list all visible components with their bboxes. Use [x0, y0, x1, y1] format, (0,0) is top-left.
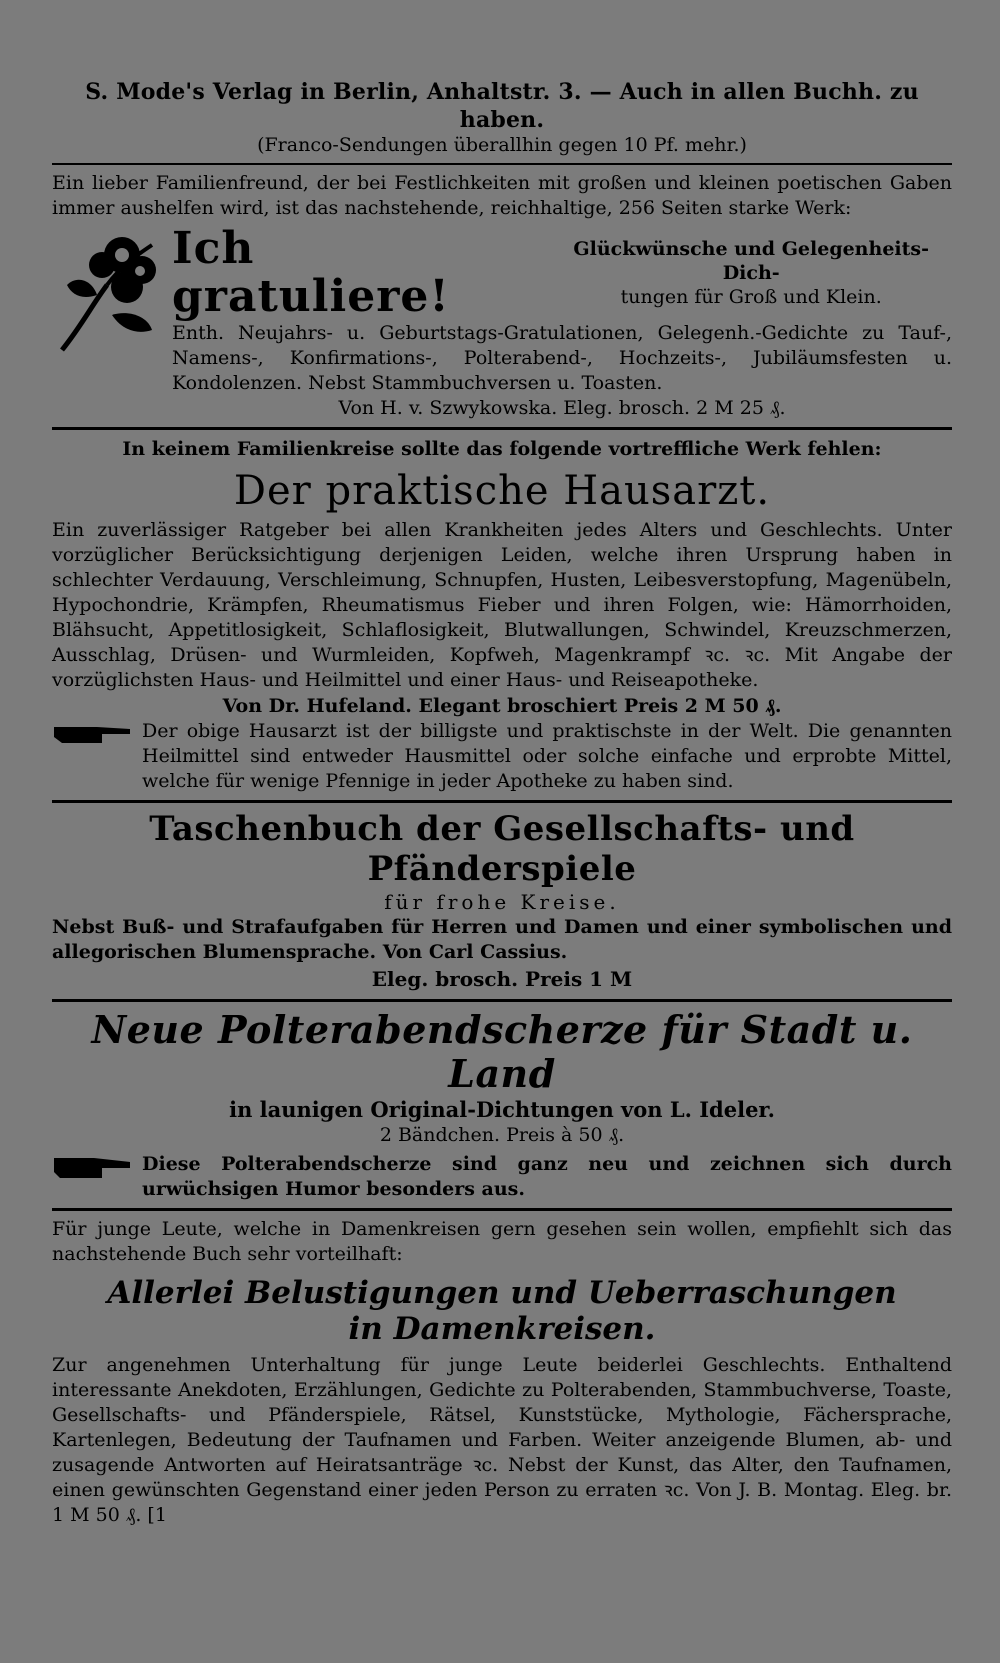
- divider: [52, 800, 952, 803]
- ad2-body: Ein zuverlässiger Ratgeber bei allen Krankheiten jedes Alters und Geschlechts. Unter vorzüglicher Berücksichtigung derjenigen Leiden, welche ihren Ursprung haben in schlechter Verdauung, Verschleimung, Schnupfen, Husten, Leibesverstopfung, Magenübeln, Hypochondrie, Krämpfen, Rheumatismus Fieber und ihren Folgen, wie: Hämorrhoiden, Blähsucht, Appetitlosigkeit, Schlaflosigkeit, Blutwallungen, Schwindel, Kreuzschmerzen, Ausschlag, Drüsen- und Wurmleiden, Kopfweh, Magenkrampf ꝛc. ꝛc. Mit Angabe der vorzüglichsten Haus- und Heilmittel und einer Haus- und Reiseapotheke.: [52, 519, 952, 691]
- divider: [52, 1208, 952, 1211]
- pointing-hand-icon: [52, 1152, 132, 1182]
- divider: [52, 427, 952, 430]
- ad3-price: Eleg. brosch. Preis 1 M: [371, 967, 633, 991]
- ad5-title-a: Allerlei Belustigungen und Ueberraschungen: [107, 1275, 897, 1311]
- ad4-title: Neue Polterabendscherze für Stadt u. Land: [91, 1007, 913, 1096]
- ad1-title: Ich gratuliere!: [172, 223, 450, 322]
- ad1-subtitle-a: Glückwünsche und Gelegenheits-Dich-: [573, 238, 929, 284]
- ad5-body: Zur angenehmen Unterhaltung für junge Leute beiderlei Geschlechts. Enthaltend interessante Anekdoten, Erzählungen, Gedichte zu Polterabenden, Stammbuchverse, Toaste, Gesellschafts- und Pfänderspiele, Rätsel, Kunststücke, Mythologie, Fächersprache, Kartenlegen, Bedeutung der Taufnamen und Farben. Weiter anzeigende Blumen, ab- und zusagende Antworten auf Heiratsanträge ꝛc. Nebst der Kunst, das Alter, den Taufnamen, einen gewünschten Gegenstand einer jeden Person zu erraten ꝛc. Von J. B. Montag. Eleg. br. 1 M 50 ₰. [1: [52, 1354, 952, 1526]
- flower-illustration-icon: [52, 225, 162, 355]
- ad5-intro: Für junge Leute, welche in Damenkreisen gern gesehen sein wollen, empfiehlt sich das nachstehende Buch sehr vorteilhaft:: [52, 1218, 952, 1265]
- ad-hausarzt: [52, 436, 952, 794]
- ad1-byline: Von H. v. Szwykowska. Eleg. brosch. 2 M 25 ₰.: [338, 397, 786, 419]
- pointing-hand-icon: [52, 719, 132, 747]
- ad3-title: Taschenbuch der Gesellschafts- und Pfänderspiele: [149, 809, 855, 889]
- ad4-subtitle: in launigen Original-Dichtungen von L. Ideler.: [229, 1097, 775, 1122]
- divider: [52, 163, 952, 165]
- ad2-title: Der praktische Hausarzt.: [233, 468, 771, 514]
- advertisement-page: [52, 78, 952, 1528]
- ad5-title-b: in Damenkreisen.: [348, 1311, 656, 1347]
- ad2-note: Der obige Hausarzt ist der billigste und praktischste in der Welt. Die genannten Heilmittel sind entweder Hausmittel oder solche einfache und erprobte Mittel, welche für wenige Pfennige in jeder Apotheke zu haben sind.: [142, 720, 952, 792]
- ad-polterabendscherze: [52, 1008, 952, 1202]
- divider: [52, 999, 952, 1002]
- shipping-note: (Franco-Sendungen überallhin gegen 10 Pf. mehr.): [257, 134, 747, 156]
- ad-belustigungen: [52, 1217, 952, 1528]
- ad1-subtitle-b: tungen für Groß und Klein.: [620, 286, 882, 308]
- ad3-subtitle: für frohe Kreise.: [384, 890, 620, 914]
- ad-ich-gratuliere: [52, 171, 952, 421]
- ad2-intro: In keinem Familienkreise sollte das folgende vortreffliche Werk fehlen:: [122, 438, 882, 460]
- ad1-intro: Ein lieber Familienfreund, der bei Festlichkeiten mit großen und kleinen poetischen Gaben immer aushelfen wird, ist das nachstehende, reichhaltige, 256 Seiten starke Werk:: [52, 172, 952, 219]
- ad4-note: Diese Polterabendscherze sind ganz neu und zeichnen sich durch urwüchsigen Humor besonders aus.: [142, 1153, 952, 1200]
- ad1-body: Enth. Neujahrs- u. Geburtstags-Gratulationen, Gelegenh.-Gedichte zu Tauf-, Namens-, Konfirmations-, Polterabend-, Hochzeits-, Jubiläumsfesten u. Kondolenzen. Nebst Stammbuchversen u. Toasten.: [172, 322, 952, 394]
- ad-taschenbuch: [52, 809, 952, 993]
- ad2-byline: Von Dr. Hufeland. Elegant broschiert Preis 2 M 50 ₰.: [222, 695, 782, 717]
- ad4-volumes: 2 Bändchen. Preis à 50 ₰.: [379, 1124, 625, 1146]
- publisher-line: S. Mode's Verlag in Berlin, Anhaltstr. 3. — Auch in allen Buchh. zu haben.: [85, 79, 919, 133]
- ad3-body: Nebst Buß- und Strafaufgaben für Herren und Damen und einer symbolischen und allegorischen Blumensprache. Von Carl Cassius.: [52, 916, 952, 963]
